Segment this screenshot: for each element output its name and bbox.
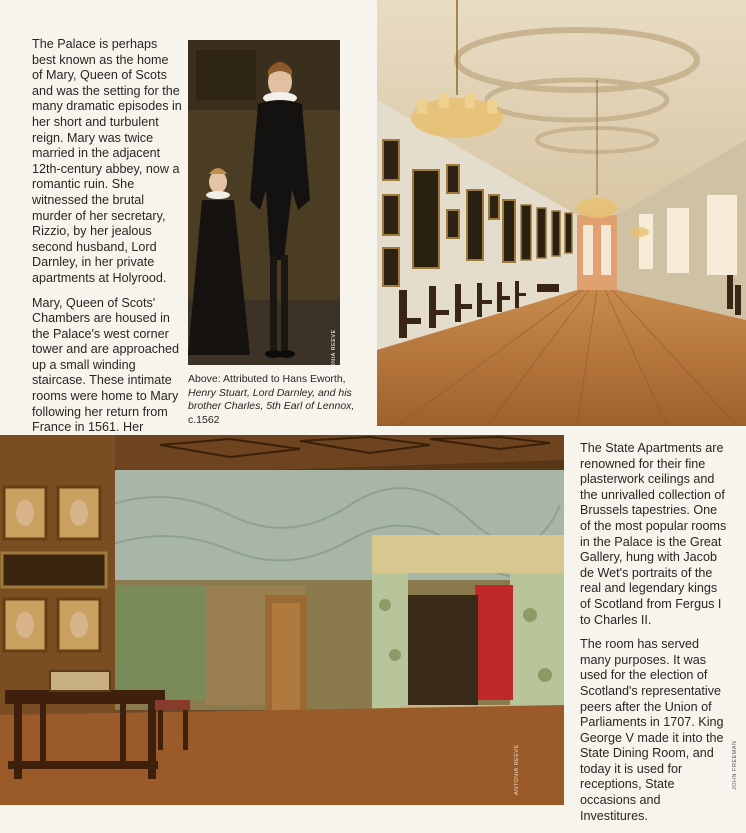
intro-text-column — [32, 37, 182, 492]
state-apartments-paragraph-1: The State Apartments are renowned for their fine plasterwork ceilings and the unrivalled collection of Brussels tapestries. One of the most popular rooms in the Palace is the Great Gallery, hung with Jacob de Wet's portraits of the real and legendary kings of Scotland from Fergus I to Charles II. — [580, 441, 727, 627]
intro-paragraph-2: Mary, Queen of Scots' Chambers are housed in the Palace's west corner tower and are approached up a small winding staircase. These intimate rooms were home to Mary following her return from France in 1561. Her — [32, 295, 180, 435]
bedchamber-image — [0, 435, 564, 805]
portrait-photo-credit: ANTONIA REEVE — [331, 329, 337, 380]
state-apartments-paragraph-2: The room has served many purposes. It was used for the election of Scotland's representative peers after the Union of Parliaments in 1707. King George V made it into the State Dining Room, and today it is used for receptions, State occasions and Investitures. — [580, 637, 724, 823]
caption-title: Henry Stuart, Lord Darnley, and his brother Charles, 5th Earl of Lennox, — [188, 386, 355, 412]
caption-attribution: Above: Attributed to Hans Eworth, — [188, 373, 346, 385]
portrait-caption — [188, 373, 363, 427]
gallery-photo-credit: JOHN FREEMAN — [732, 740, 738, 790]
bedchamber-photo-credit: ANTONIA REEVE — [514, 744, 520, 795]
great-gallery-image — [377, 0, 746, 426]
state-apartments-text-column — [580, 441, 730, 833]
darnley-portrait-image — [188, 40, 340, 365]
caption-date: c.1562 — [188, 413, 220, 426]
intro-paragraph-1: The Palace is perhaps best known as the home of Mary, Queen of Scots and was the setting for the many dramatic episodes in her short and turbulent reign. Mary was twice married in the adjacent 12th-century abbey, now a romantic ruin. She witnessed the brutal murder of her secretary, Rizzio, by her jealous second husband, Lord Darnley, in her private apartments at Holyrood. — [32, 37, 182, 285]
